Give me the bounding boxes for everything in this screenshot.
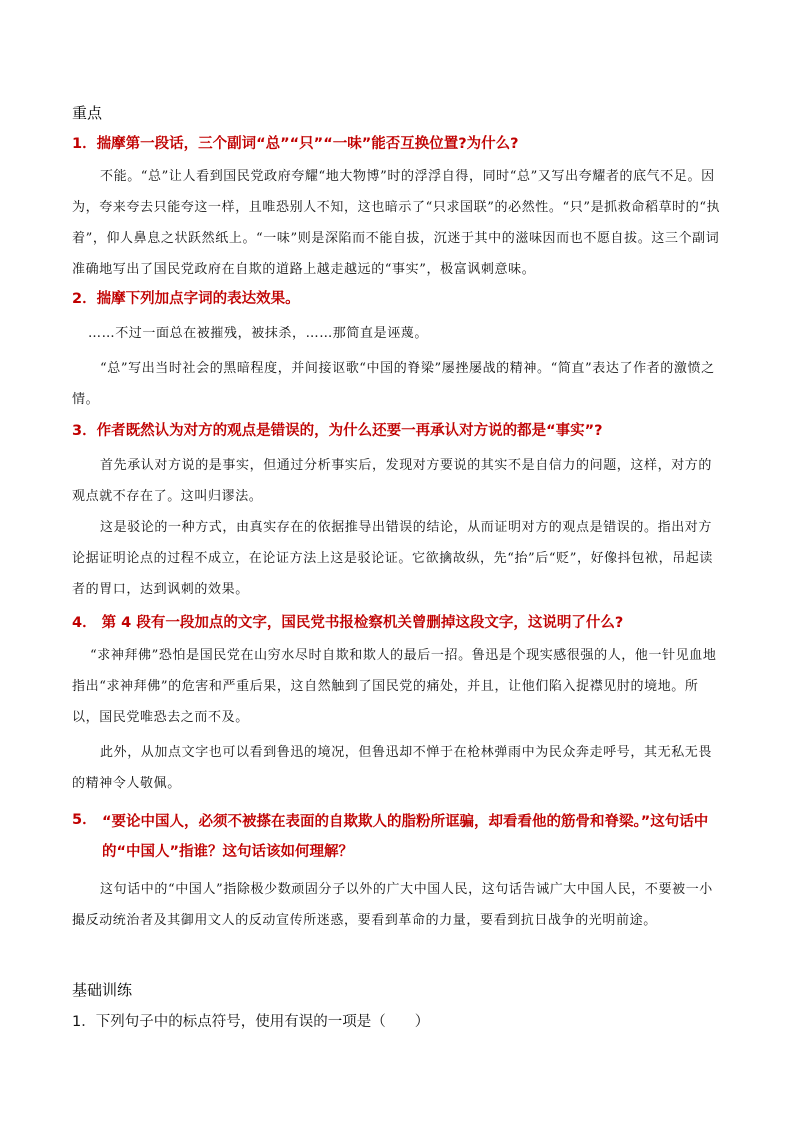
answer-2: “总”写出当时社会的黑暗程度，并间接讴歌“中国的脊梁”屡挫屡战的精神。“简直”表达了作者的激愤之情。 [72, 361, 715, 407]
question-3: 3．作者既然认为对方的观点是错误的，为什么还要一再承认对方说的都是“事实”? [72, 423, 603, 439]
section-title-key-points: 重点 [72, 104, 103, 122]
answer-1: 不能。“总”让人看到国民党政府夸耀“地大物博”时的浮浮自得，同时“总”又写出夸耀者的底气不足。因为，夸来夸去只能夸这一样，且唯恐别人不知，这也暗示了“只求国联”的必然性。“只”是抓救命稻草时的“执着”，仰人鼻息之状跃然纸上。“一味”则是深陷而不能自拔，沉迷于其中的滋味因而也不愿自拔。这三个副词准确地写出了国民党政府在自欺的道路上越走越远的“事实”，极富讽刺意味。 [72, 169, 721, 277]
section-title-basic-training: 基础训练 [72, 981, 133, 999]
question-5-number: 5． [72, 812, 97, 828]
question-4: 4． 第 4 段有一段加点的文字，国民党书报检察机关曾删掉这段文字，这说明了什么? [72, 615, 624, 631]
answer-5: 这句话中的“中国人”指除极少数顽固分子以外的广大中国人民，这句话告诫广大中国人民，不要被一小撮反动统治者及其御用文人的反动宣传所迷惑，要看到革命的力量，要看到抗日战争的光明前途。 [72, 882, 713, 928]
question-1: 1．揣摩第一段话，三个副词“总”“只”“一味”能否互换位置?为什么? [72, 136, 519, 152]
quoted-text-2: ……不过一面总在被摧残，被抹杀，……那简直是诬蔑。 [88, 326, 429, 341]
answer-3-para-2: 这是驳论的一种方式，由真实存在的依据推导出错误的结论，从而证明对方的观点是错误的。指出对方论据证明论点的过程不成立，在论证方法上这是驳论证。它欲擒故纵，先“抬”后“贬”，好像抖包袱，吊起读者的胃口，达到讽刺的效果。 [72, 520, 713, 597]
question-5: “要论中国人，必须不被搽在表面的自欺欺人的脂粉所诓骗，却看看他的筋骨和脊梁。”这句话中的“中国人”指谁？这句话该如何理解？ [102, 814, 709, 860]
question-2: 2．揣摩下列加点字词的表达效果。 [72, 291, 300, 307]
exercise-1: 1．下列句子中的标点符号，使用有误的一项是（ ） [72, 1014, 430, 1030]
answer-4-para-2: 此外，从加点文字也可以看到鲁迅的境况，但鲁迅却不惮于在枪林弹雨中为民众奔走呼号，其无私无畏的精神令人敬佩。 [72, 745, 713, 791]
answer-4-para-1: “求神拜佛”恐怕是国民党在山穷水尽时自欺和欺人的最后一招。鲁迅是个现实感很强的人，他一针见血地指出“求神拜佛”的危害和严重后果，这自然触到了国民党的痛处，并且，让他们陷入捉襟见肘的境地。所以，国民党唯恐去之而不及。 [72, 648, 717, 725]
answer-3-para-1: 首先承认对方说的是事实，但通过分析事实后，发现对方要说的其实不是自信力的问题，这样，对方的观点就不存在了。这叫归谬法。 [72, 458, 713, 504]
